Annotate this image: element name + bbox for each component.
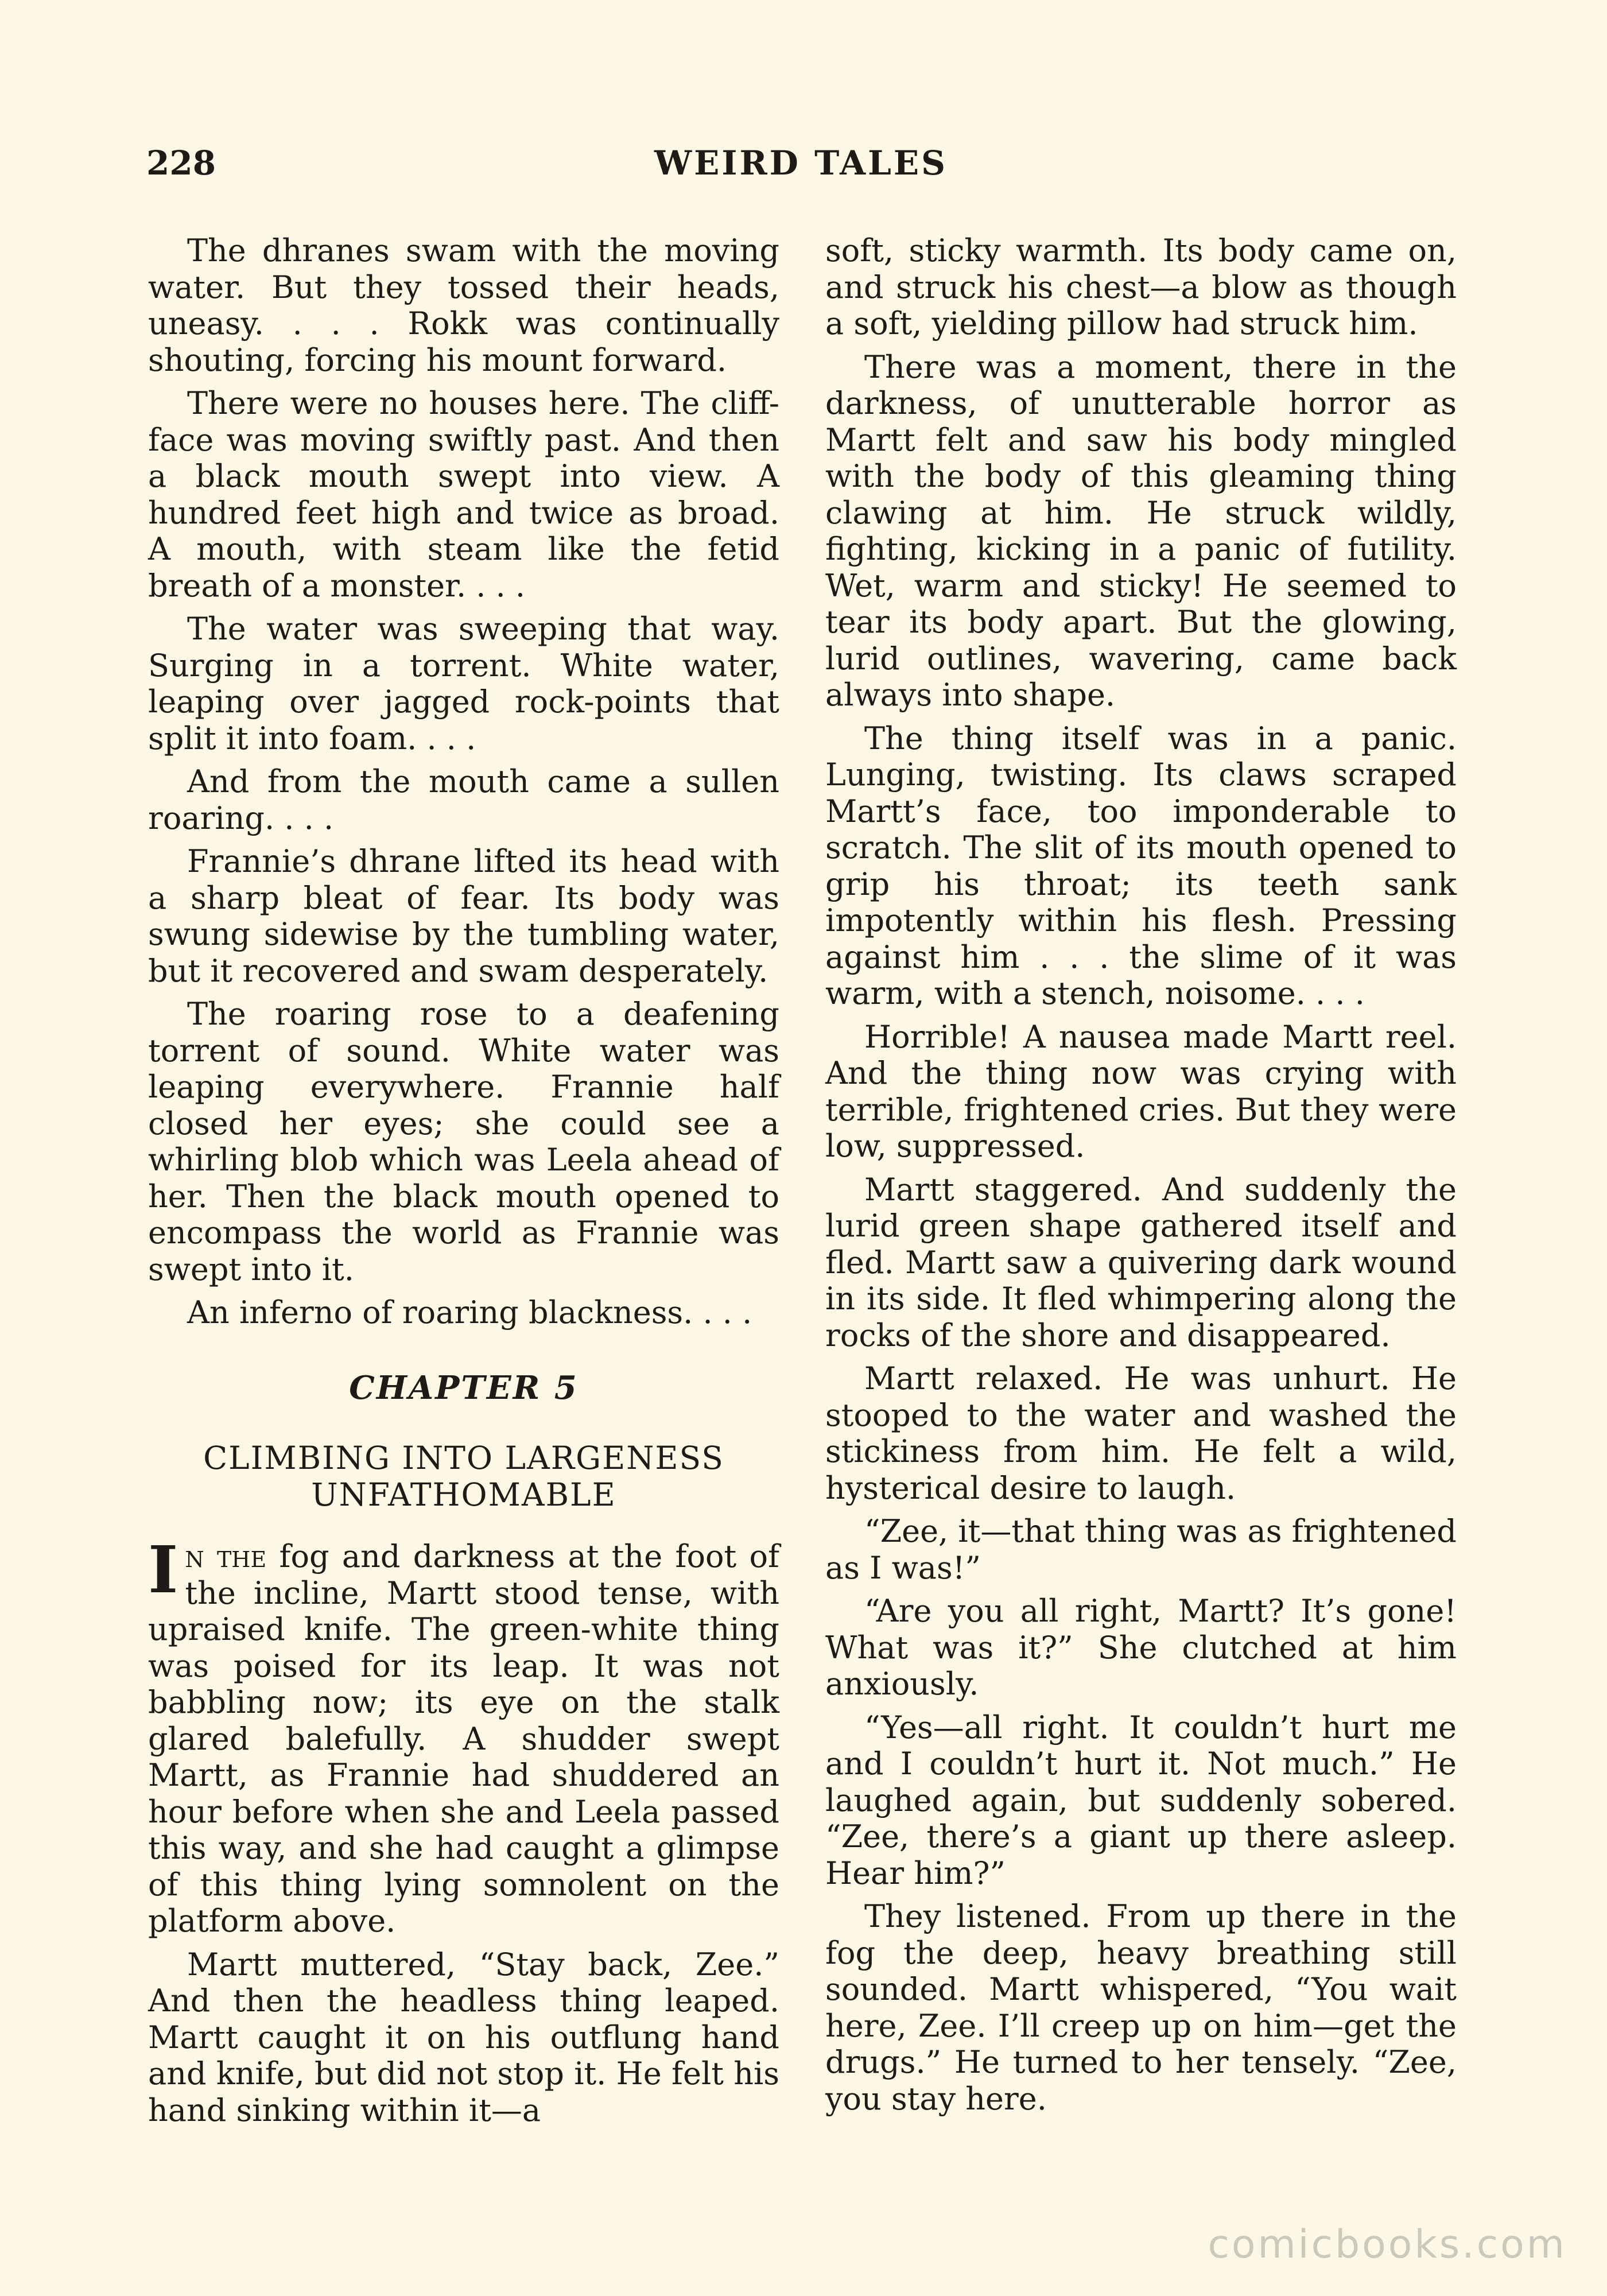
chapter-title-line-2: UNFATHOMABLE [311,1476,616,1513]
paragraph: Frannie’s dhrane lifted its head with a sharp bleat of fear. Its body was swung sidewise by the tumbling water, but it recovered and swam desperately. [148,843,779,989]
small-caps-lead: n the [185,1538,267,1574]
watermark: comicbooks.com [1208,2222,1567,2267]
left-column [148,232,779,2135]
chapter-label: CHAPTER 5 [349,1368,579,1407]
paragraph: An inferno of roaring blackness. . . . [187,1294,752,1331]
running-head: WEIRD TALES [654,144,948,183]
paragraph: “Yes—all right. It couldn’t hurt me and I couldn’t hurt it. Not much.” He laughed again, but suddenly sobered. “Zee, there’s a giant up there asleep. Hear him?” [825,1709,1457,1891]
paragraph: Martt relaxed. He was unhurt. He stooped to the water and washed the stickiness from him. He felt a wild, hysterical desire to laugh. [825,1360,1457,1506]
paragraph: Horrible! A nausea made Martt reel. And the thing now was crying with terrible, frightened cries. But they were low, suppressed. [825,1018,1457,1164]
paragraph: The roaring rose to a deafening torrent of sound. White water was leaping everywhere. Frannie half closed her eyes; she could see a whirling blob which was Leela ahead of her. Then the black mouth opened to encompass the world as Frannie was swept into it. [148,996,779,1287]
paragraph: There was a moment, there in the darkness, of unutterable horror as Martt felt and saw his body mingled with the body of this gleaming thing clawing at him. He struck wildly, fighting, kicking in a panic of futility. Wet, warm and sticky! He seemed to tear its body apart. But the glowing, lurid outlines, wavering, came back always into shape. [825,348,1457,713]
right-column [825,232,1457,2124]
paragraph: Martt staggered. And suddenly the lurid green shape gathered itself and fled. Martt saw a quivering dark wound in its side. It fled whimpering along the rocks of the shore and disappeared. [825,1171,1457,1353]
drop-cap: I [148,1533,178,1608]
paragraph: Martt muttered, “Stay back, Zee.” And then the headless thing leaped. Martt caught it on his outflung hand and knife, but did not stop it. He felt his hand sinking within it—a [148,1946,779,2128]
paragraph: The water was sweeping that way. Surging in a torrent. White water, leaping over jagged rock-points that split it into foam. . . . [148,611,779,757]
paragraph-text: fog and darkness at the foot of the incline, Martt stood tense, with upraised knife. The green-white thing was poised for its leap. It was not babbling now; its eye on the stalk glared balefully. A shudder swept Martt, as Frannie had shuddered an hour before when she and Leela passed this way, and she had caught a glimpse of this thing lying somnolent on the platform above. [148,1538,779,1939]
page-number: 228 [146,144,216,183]
paragraph: They listened. From up there in the fog the deep, heavy breathing still sounded. Martt whispered, “You wait here, Zee. I’ll creep up on him—get the drugs.” He turned to her tensely. “Zee, you stay here. [825,1898,1457,2117]
paragraph: “Zee, it—that thing was as frightened as I was!” [825,1513,1457,1586]
paragraph: And from the mouth came a sullen roaring. . . . [148,763,779,836]
paragraph-continued: soft, sticky warmth. Its body came on, and struck his chest—a blow as though a soft, yielding pillow had struck him. [825,232,1457,342]
chapter-title [148,1440,779,1513]
paragraph: The dhranes swam with the moving water. But they tossed their heads, uneasy. . . . Rokk was continually shouting, forcing his mount forward. [148,232,779,378]
chapter-opening-paragraph [148,1533,779,1940]
paragraph: There were no houses here. The cliff-face was moving swiftly past. And then a black mouth swept into view. A hundred feet high and twice as broad. A mouth, with steam like the fetid breath of a monster. . . . [148,385,779,604]
paragraph: “Are you all right, Martt? It’s gone! What was it?” She clutched at him anxiously. [825,1593,1457,1702]
paragraph: The thing itself was in a panic. Lunging, twisting. Its claws scraped Martt’s face, too imponderable to scratch. The slit of its mouth opened to grip his throat; its teeth sank impotently within his flesh. Pressing against him . . . the slime of it was warm, with a stench, noisome. . . . [825,720,1457,1011]
chapter-title-line-1: CLIMBING INTO LARGENESS [203,1440,724,1476]
